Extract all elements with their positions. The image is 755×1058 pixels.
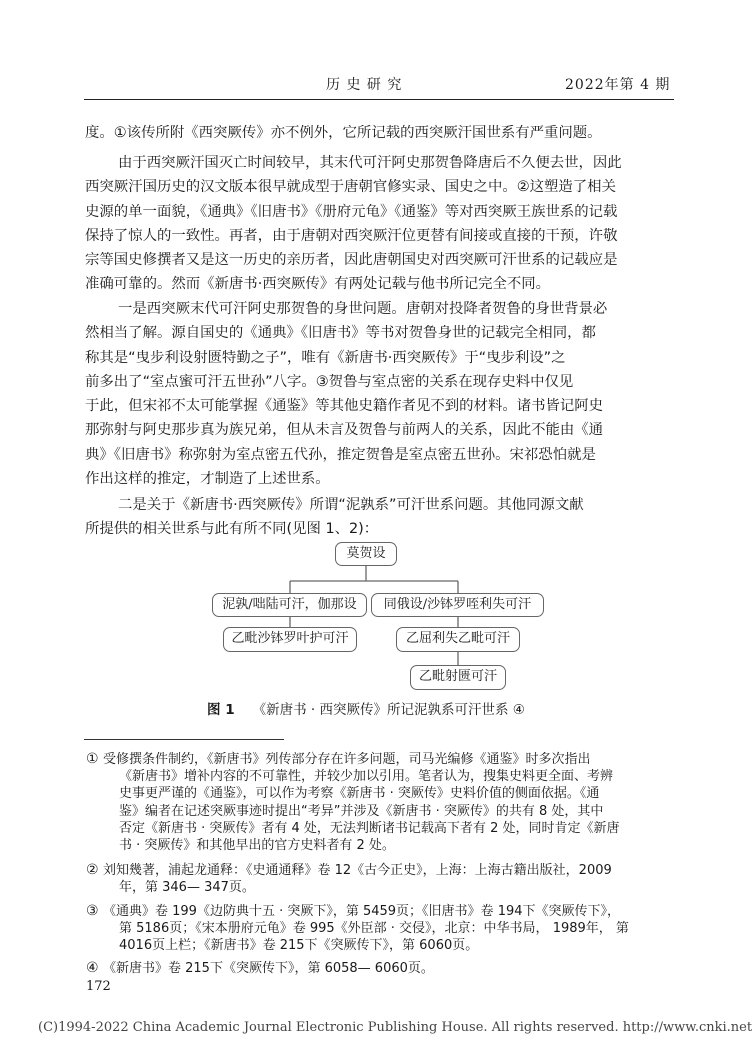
footnote-rule (84, 739, 284, 740)
footnote-4 (86, 960, 673, 977)
footnote-marker: ① (86, 751, 99, 767)
figure-caption (207, 698, 525, 718)
footnote-line: 《新唐书》增补内容的不可靠性，并较少加以引用。笔者认为，搜集史料更全面、考辨 (119, 769, 614, 785)
node-left-child: 乙毗沙钵罗叶护可汗 (223, 627, 357, 652)
text-line: 准确可靠的。然而《新唐书·西突厥传》有两处记载与他书所记完全不同。 (85, 276, 551, 293)
footnote-line: 鉴》编者在记述突厥事迹时提出“考异”并涉及《新唐书 · 突厥传》的共有 8 处，其中 (119, 803, 604, 819)
node-right-child: 乙屈利失乙毗可汗 (396, 627, 520, 652)
issue-label: 2022年第 4 期 (565, 77, 671, 93)
text-line: 典》《旧唐书》称弥射为室点密五代孙，推定贺鲁是室点密五世孙。宋祁恐怕就是 (85, 446, 596, 463)
paragraph-2 (85, 151, 675, 297)
text-line: 度。①该传所附《西突厥传》亦不例外，它所记载的西突厥汗国世系有严重问题。 (85, 125, 602, 141)
journal-title: 历 史 研 究 (326, 77, 403, 93)
text-line: 宗等国史修撰者又是这一历史的亲历者，因此唐朝国史对西突厥可汗世系的记载应是 (85, 252, 618, 269)
text-line: 西突厥汗国历史的汉文版本很早就成型于唐朝官修实录、国史之中。②这塑造了相关 (85, 179, 616, 196)
paragraph-1 (85, 121, 675, 145)
figure-caption-text: 《新唐书 · 西突厥传》所记泥孰系可汗世系 ④ (252, 702, 525, 718)
footnote-line: 《新唐书》卷 215下《突厥传下》，第 6058— 6060页。 (103, 961, 434, 976)
text-line: 于此，但宋祁不太可能掌握《通鉴》等其他史籍作者见不到的材料。诸书皆记阿史 (85, 398, 604, 415)
figure-number: 图 1 (207, 702, 235, 718)
text-line: 那弥射与阿史那步真为族兄弟，但从未言及贺鲁与前两人的关系，因此不能由《通 (85, 422, 604, 439)
text-line: 前多出了“室点蜜可汗五世孙”八字。③贺鲁与室点密的关系在现存史料中仅见 (85, 373, 574, 390)
text-line: 称其是“曳步利设射匮特勤之子”，唯有《新唐书·西突厥传》于“曳步利设”之 (85, 349, 566, 366)
text-line: 一是西突厥末代可汗阿史那贺鲁的身世问题。唐朝对投降者贺鲁的身世背景必 (118, 301, 608, 317)
node-right: 同俄设/沙钵罗咥利失可汗 (371, 593, 544, 617)
footnote-marker: ③ (86, 903, 99, 919)
footnote-marker: ② (86, 862, 99, 878)
footnote-line: 刘知幾著，浦起龙通释：《史通通释》卷 12《古今正史》，上海：上海古籍出版社，2009 (103, 863, 612, 878)
footnote-marker: ④ (86, 960, 99, 976)
footnote-line: 史事更严谨的《通鉴》，可以作为考察《新唐书 · 突厥传》史料价值的侧面依据。《通 (119, 786, 600, 802)
footnote-line: 年，第 346— 347页。 (119, 880, 255, 896)
footnote-line: 受修撰条件制约，《新唐书》列传部分存在许多问题，司马光编修《通鉴》时多次指出 (103, 752, 591, 767)
page-number: 172 (86, 979, 111, 994)
copyright-footer: (C)1994-2022 China Academic Journal Electronic Publishing House. All rights reserved. http://www.cnki.net (38, 1020, 753, 1035)
text-line: 作出这样的推定，才制造了上述世系。 (85, 471, 330, 488)
footnote-3 (86, 903, 673, 955)
paragraph-4 (85, 493, 675, 542)
footnote-line: 《通典》卷 199《边防典十五 · 突厥下》，第 5459页；《旧唐书》卷 194下《突厥传下》， (103, 904, 621, 919)
text-line: 二是关于《新唐书·西突厥传》所谓“泥孰系”可汗世系问题。其他同源文献 (118, 497, 584, 513)
text-line: 由于西突厥汗国灭亡时间较早，其末代可汗阿史那贺鲁降唐后不久便去世，因此 (118, 155, 622, 171)
node-left: 泥孰/咄陆可汗，伽那设 (212, 593, 367, 617)
footnote-2 (86, 862, 673, 896)
footnote-line: 4016页上栏；《新唐书》卷 215下《突厥传下》，第 6060页。 (119, 938, 479, 954)
footnote-line: 书 · 突厥传》和其他早出的官方史料者有 2 处。 (119, 837, 395, 853)
text-line: 史源的单一面貌，《通典》《旧唐书》《册府元龟》《通鉴》等对西突厥王族世系的记载 (85, 203, 618, 220)
footnote-line: 第 5186页；《宋本册府元龟》卷 995《外臣部 · 交侵》，北京：中华书局， 1989年， 第 (119, 921, 629, 937)
header-rule (84, 99, 674, 100)
footnote-1 (86, 751, 673, 854)
node-grandchild: 乙毗射匮可汗 (410, 665, 506, 690)
text-line: 然相当了解。源自国史的《通典》《旧唐书》等书对贺鲁身世的记载完全相同，都 (85, 325, 596, 342)
text-line: 保持了惊人的一致性。再者，由于唐朝对西突厥汗位更替有间接或直接的干预，许敬 (85, 227, 618, 244)
text-line: 所提供的相关世系与此有所不同(见图 1、2)： (85, 521, 379, 538)
paragraph-3 (85, 297, 675, 491)
footnote-line: 否定《新唐书 · 突厥传》者有 4 处，无法判断诸书记载高下者有 2 处，同时肯定《新唐 (119, 820, 620, 836)
node-root: 莫贺设 (335, 542, 397, 566)
